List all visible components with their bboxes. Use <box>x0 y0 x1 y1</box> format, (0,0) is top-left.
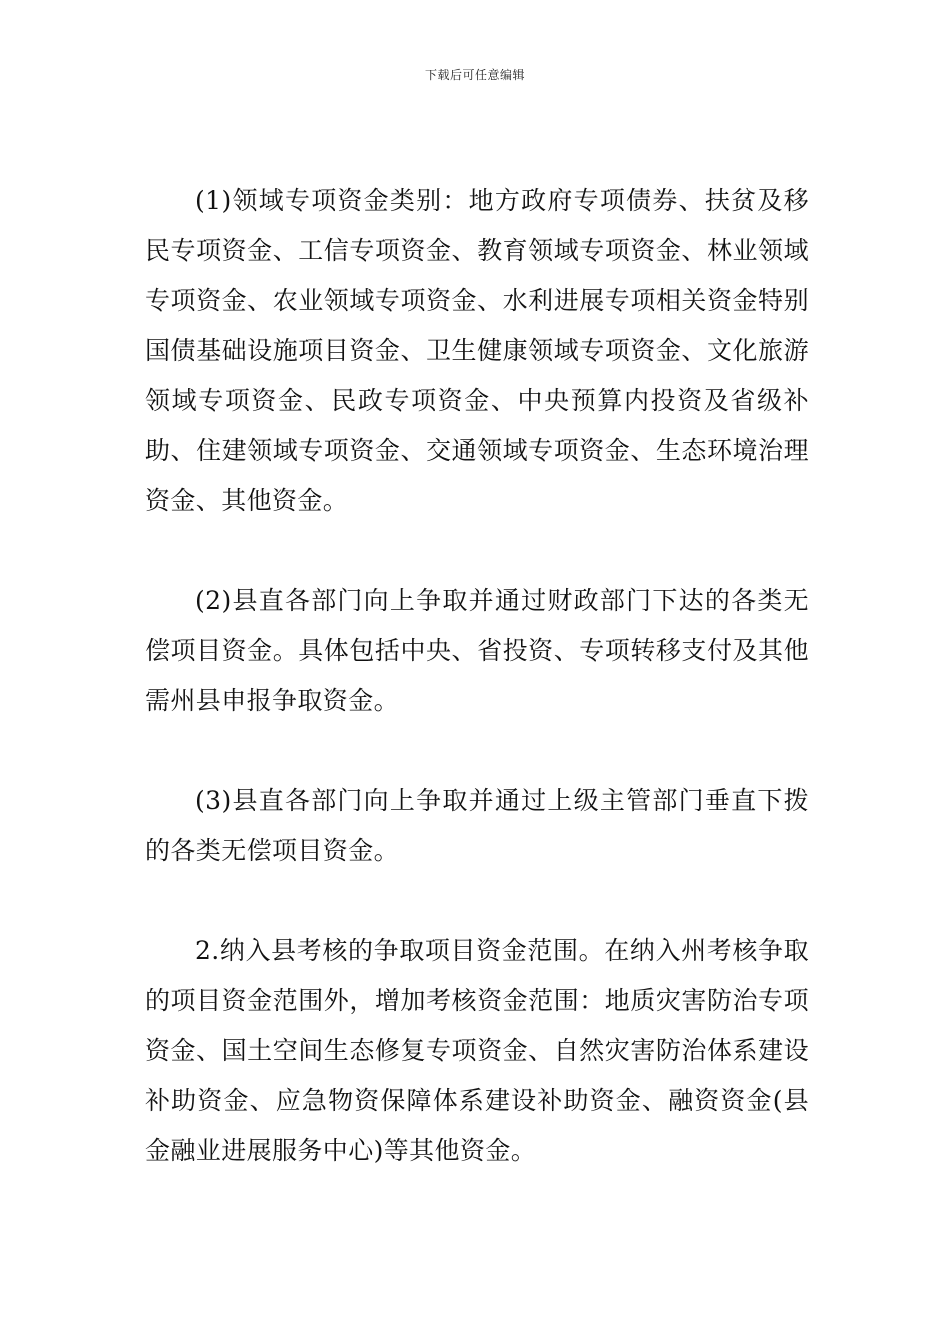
document-body <box>145 176 809 1176</box>
paragraph-fund-categories: (1)领域专项资金类别：地方政府专项债券、扶贫及移民专项资金、工信专项资金、教育领域专项资金、林业领域专项资金、农业领域专项资金、水利进展专项相关资金特别国债基础设施项目资金、卫生健康领域专项资金、文化旅游领域专项资金、民政专项资金、中央预算内投资及省级补助、住建领域专项资金、交通领域专项资金、生态环境治理资金、其他资金。 <box>145 186 809 515</box>
paragraph-gap <box>145 726 809 776</box>
paragraph-county-assessment-scope: 2.纳入县考核的争取项目资金范围。在纳入州考核争取的项目资金范围外，增加考核资金范围：地质灾害防治专项资金、国土空间生态修复专项资金、自然灾害防治体系建设补助资金、应急物资保障体系建设补助资金、融资资金(县金融业进展服务中心)等其他资金。 <box>145 936 809 1165</box>
paragraph-gap <box>145 876 809 926</box>
paragraph-vertical-allocation-funds: (3)县直各部门向上争取并通过上级主管部门垂直下拨的各类无偿项目资金。 <box>145 786 809 865</box>
page-header: 下载后可任意编辑 <box>424 68 525 82</box>
paragraph-finance-dept-funds: (2)县直各部门向上争取并通过财政部门下达的各类无偿项目资金。具体包括中央、省投资、专项转移支付及其他需州县申报争取资金。 <box>145 586 809 715</box>
paragraph-gap <box>145 526 809 576</box>
